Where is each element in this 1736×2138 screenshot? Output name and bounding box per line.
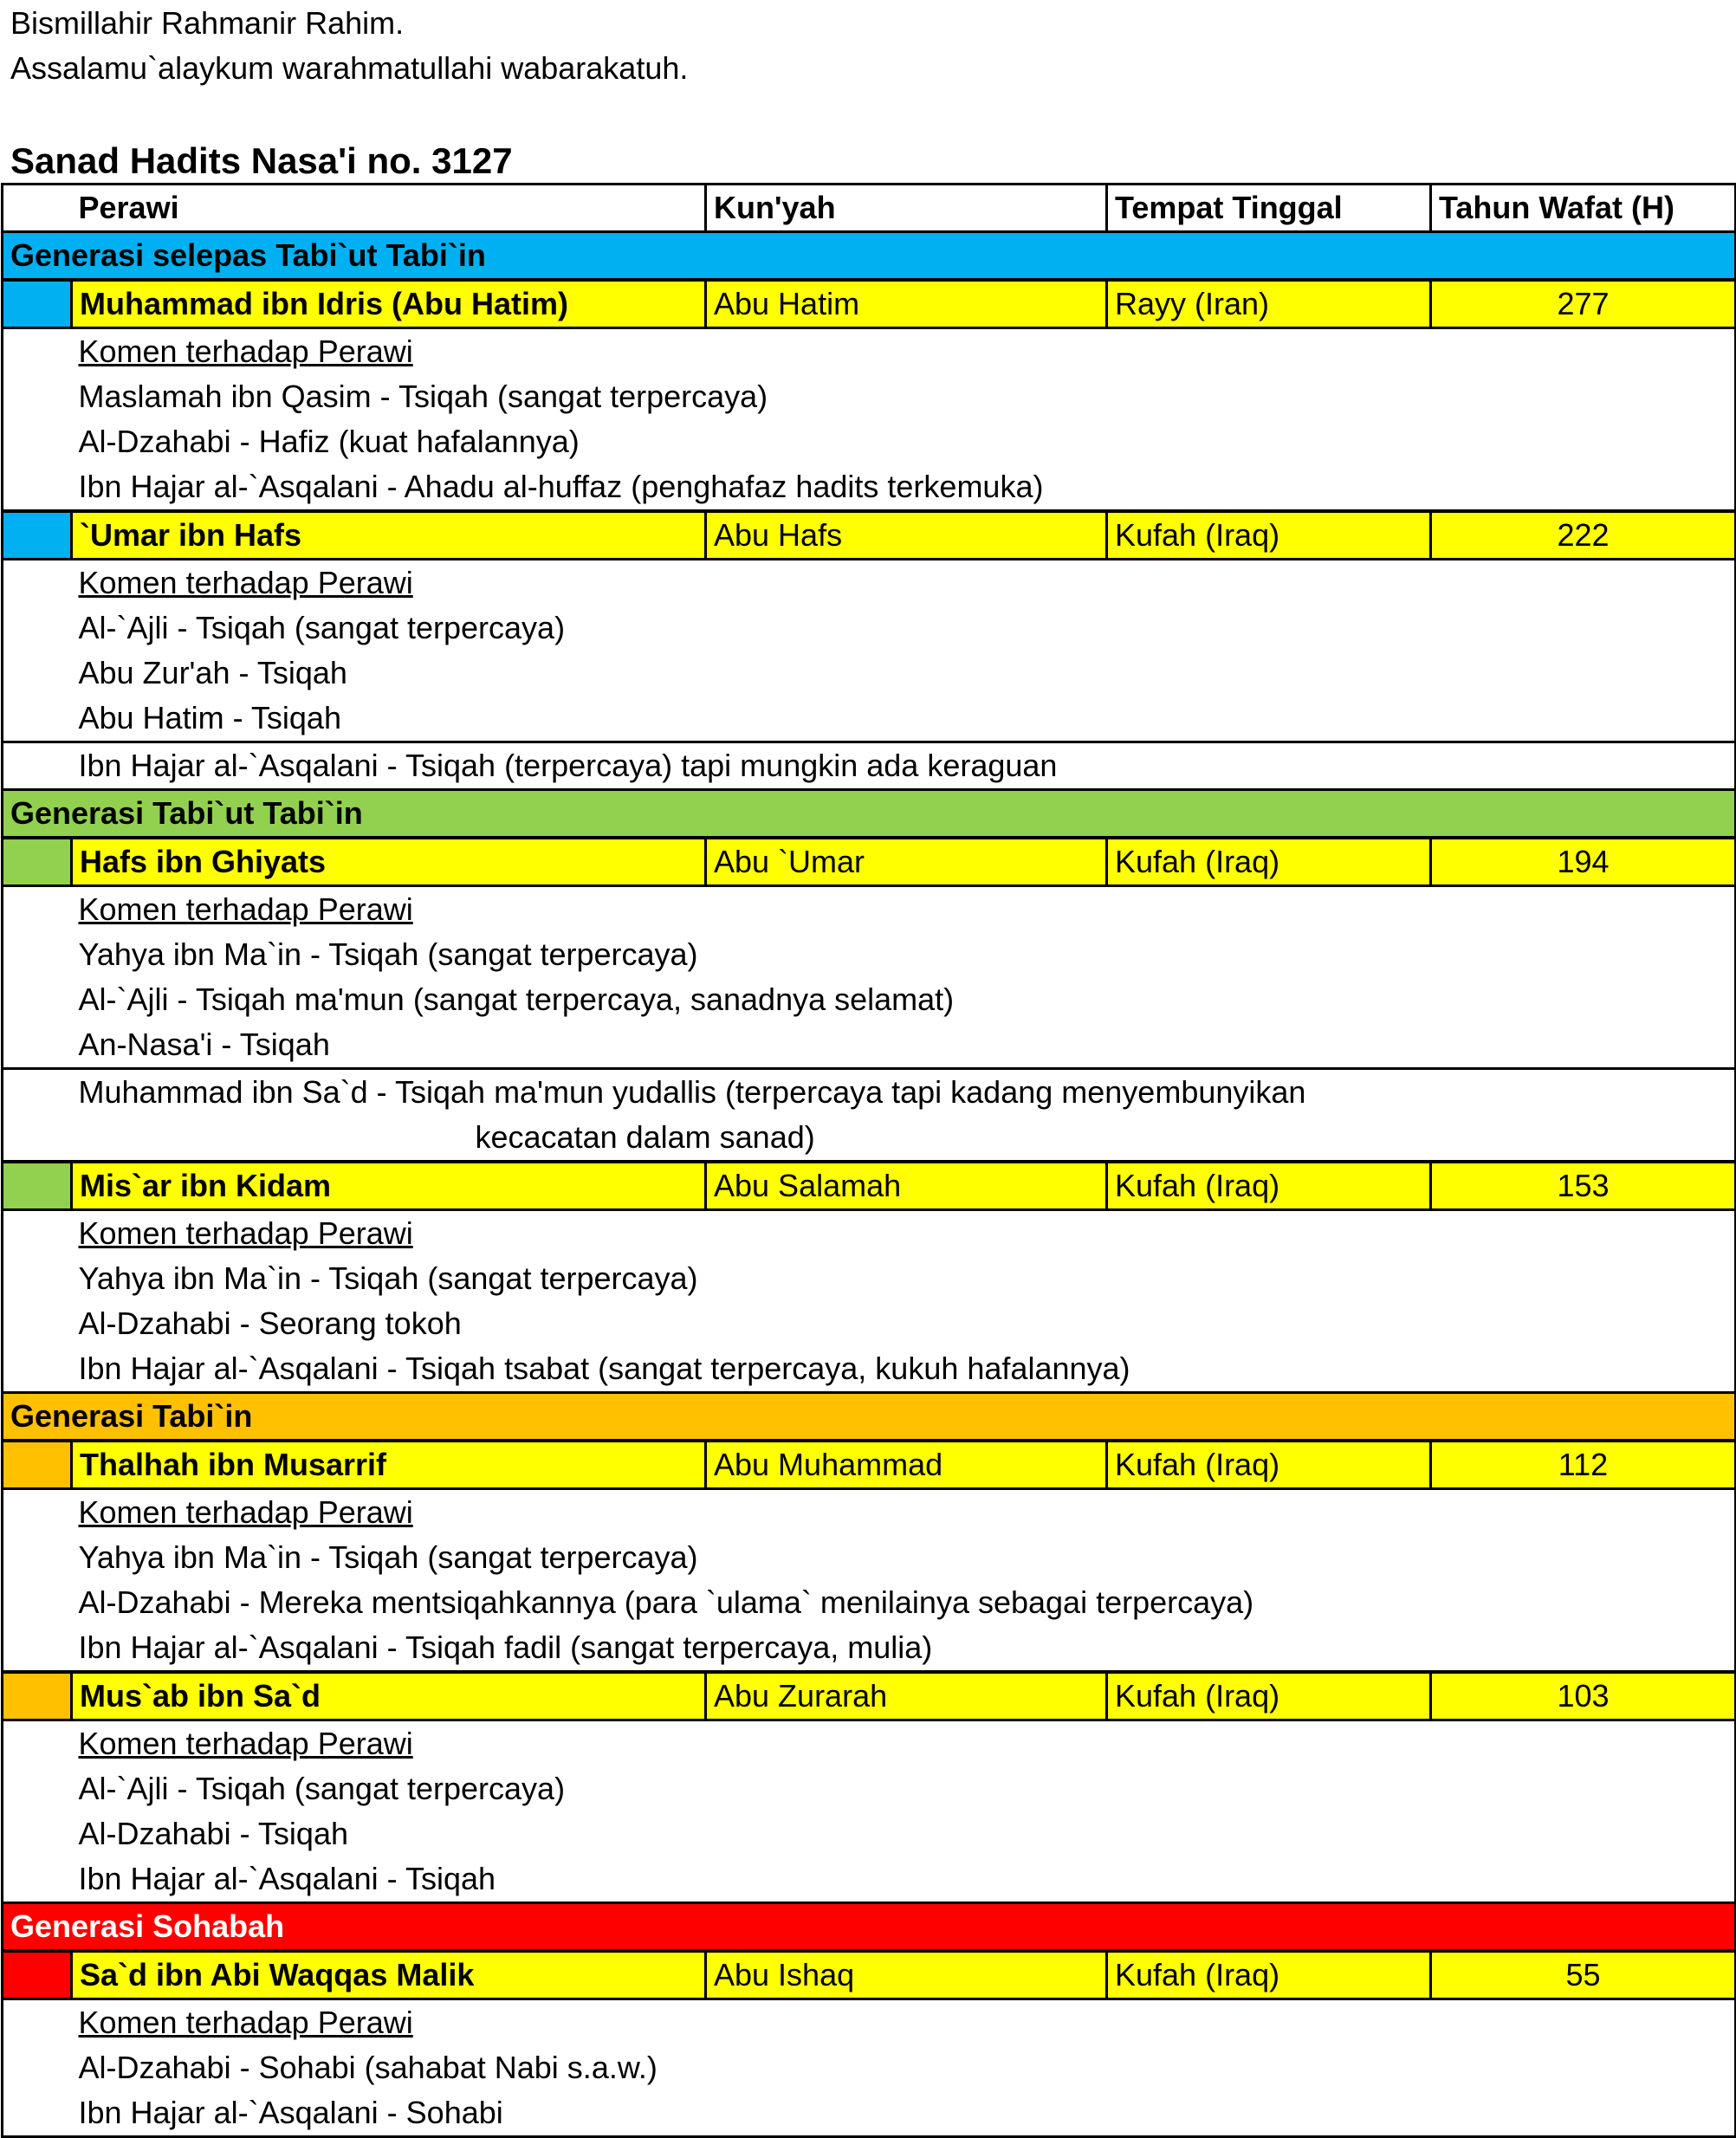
comment-line-text: Maslamah ibn Qasim - Tsiqah (sangat terpercaya) <box>78 379 768 414</box>
comment-header-text: Komen terhadap Perawi <box>78 1215 413 1251</box>
sanad-table-body <box>3 185 1736 2137</box>
comment-line-wrapped-part2: kecacatan dalam sanad) <box>475 1119 815 1155</box>
header-tahun-wafat: Tahun Wafat (H) <box>1431 185 1736 232</box>
comment-header-text: Komen terhadap Perawi <box>78 2005 413 2040</box>
generation-label: Generasi Tabi`in <box>3 1393 1736 1442</box>
comment-header-text: Komen terhadap Perawi <box>78 1494 413 1530</box>
narrator-name: Hafs ibn Ghiyats <box>72 838 706 886</box>
comment-line <box>72 651 1736 696</box>
narrator-name: Mus`ab ibn Sa`d <box>72 1672 706 1720</box>
comment-line-text: Ibn Hajar al-`Asqalani - Tsiqah fadil (sangat terpercaya, mulia) <box>78 1629 933 1665</box>
comment-line <box>72 1766 1736 1811</box>
comment-line <box>72 1811 1736 1856</box>
comment-header-text: Komen terhadap Perawi <box>78 565 413 600</box>
comment-indent-cell <box>3 1535 72 1580</box>
comment-line <box>72 977 1736 1022</box>
narrator-death-year: 277 <box>1431 280 1736 328</box>
comment-line-text: Al-Dzahabi - Sohabi (sahabat Nabi s.a.w.) <box>78 2050 657 2085</box>
generation-label: Generasi Tabi`ut Tabi`in <box>3 790 1736 839</box>
comment-header <box>72 886 1736 933</box>
comment-indent-cell <box>3 419 72 464</box>
narrator-row <box>3 511 1736 560</box>
comment-row <box>3 886 1736 933</box>
narrator-place: Kufah (Iraq) <box>1107 838 1431 886</box>
comment-row <box>3 1811 1736 1856</box>
comment-line-text: Yahya ibn Ma`in - Tsiqah (sangat terpercaya) <box>78 1539 698 1575</box>
page-title: Sanad Hadits Nasa'i no. 3127 <box>10 140 513 181</box>
comment-row <box>3 2090 1736 2137</box>
comment-indent-cell <box>3 374 72 419</box>
comment-indent-cell <box>3 1069 72 1163</box>
greeting-line-2: Assalamu`alaykum warahmatullahi wabarakatuh. <box>10 50 689 86</box>
comment-row <box>3 1625 1736 1672</box>
comment-row <box>3 1720 1736 1767</box>
comment-row <box>3 1256 1736 1301</box>
comment-indent-cell <box>3 1301 72 1346</box>
narrator-kunyah: Abu Salamah <box>706 1162 1107 1210</box>
narrator-kunyah: Abu Muhammad <box>706 1441 1107 1489</box>
comment-indent-cell <box>3 1999 72 2046</box>
generation-label: Generasi selepas Tabi`ut Tabi`in <box>3 232 1736 281</box>
comment-line-text: Al-`Ajli - Tsiqah (sangat terpercaya) <box>78 1771 566 1806</box>
narrator-kunyah: Abu `Umar <box>706 838 1107 886</box>
comment-indent-cell <box>3 696 72 742</box>
comment-indent-cell <box>3 464 72 511</box>
comment-row <box>3 328 1736 375</box>
comment-indent-cell <box>3 1811 72 1856</box>
narrator-place: Rayy (Iran) <box>1107 280 1431 328</box>
comment-indent-cell <box>3 1256 72 1301</box>
comment-row <box>3 419 1736 464</box>
comment-line <box>72 932 1736 977</box>
comment-header <box>72 328 1736 375</box>
comment-line <box>72 606 1736 651</box>
comment-row <box>3 1856 1736 1903</box>
comment-line-text: Ibn Hajar al-`Asqalani - Ahadu al-huffaz (penghafaz hadits terkemuka) <box>78 469 1044 504</box>
comment-row <box>3 1999 1736 2046</box>
comment-header <box>72 560 1736 606</box>
comment-row <box>3 1580 1736 1625</box>
comment-line-wrapped-part1: Muhammad ibn Sa`d - Tsiqah ma'mun yudallis (terpercaya tapi kadang menyembunyikan <box>78 1074 1306 1110</box>
narrator-death-year: 103 <box>1431 1672 1736 1720</box>
comment-row <box>3 1210 1736 1257</box>
comment-line-text: Ibn Hajar al-`Asqalani - Tsiqah (terpercaya) tapi mungkin ada keraguan <box>78 748 1058 783</box>
comment-indent-cell <box>3 1720 72 1767</box>
comment-line <box>72 2045 1736 2090</box>
comment-line <box>72 1625 1736 1672</box>
comment-line-text: An-Nasa'i - Tsiqah <box>78 1027 330 1062</box>
comment-line <box>72 1535 1736 1580</box>
comment-indent-cell <box>3 932 72 977</box>
comment-line-text: Ibn Hajar al-`Asqalani - Sohabi <box>78 2095 503 2130</box>
comment-header-text: Komen terhadap Perawi <box>78 891 413 927</box>
comment-line-text: Yahya ibn Ma`in - Tsiqah (sangat terpercaya) <box>78 1260 698 1296</box>
comment-row <box>3 1489 1736 1536</box>
header-perawi: Perawi <box>72 185 706 232</box>
comment-row <box>3 2045 1736 2090</box>
comment-line-text: Al-`Ajli - Tsiqah ma'mun (sangat terpercaya, sanadnya selamat) <box>78 982 955 1017</box>
comment-row <box>3 560 1736 606</box>
comment-indent-cell <box>3 1766 72 1811</box>
generation-row <box>3 1903 1736 1952</box>
narrator-death-year: 194 <box>1431 838 1736 886</box>
comment-line <box>72 1346 1736 1393</box>
comment-row <box>3 1301 1736 1346</box>
comment-indent-cell <box>3 1580 72 1625</box>
comment-header-text: Komen terhadap Perawi <box>78 334 413 369</box>
header-blank-cell <box>3 185 72 232</box>
comment-line <box>72 1022 1736 1069</box>
comment-line <box>72 464 1736 511</box>
comment-line-text: Yahya ibn Ma`in - Tsiqah (sangat terpercaya) <box>78 936 698 972</box>
comment-row-wrapped <box>3 1069 1736 1163</box>
comment-line-text: Al-Dzahabi - Hafiz (kuat hafalannya) <box>78 424 580 459</box>
narrator-name: Sa`d ibn Abi Waqqas Malik <box>72 1951 706 1999</box>
narrator-row <box>3 1951 1736 1999</box>
narrator-row <box>3 1441 1736 1489</box>
narrator-row <box>3 1672 1736 1720</box>
comment-row <box>3 464 1736 511</box>
generation-row <box>3 790 1736 839</box>
comment-row <box>3 1535 1736 1580</box>
narrator-name: Muhammad ibn Idris (Abu Hatim) <box>72 280 706 328</box>
narrator-place: Kufah (Iraq) <box>1107 1162 1431 1210</box>
comment-indent-cell <box>3 560 72 606</box>
comment-row <box>3 1766 1736 1811</box>
generation-color-strip <box>3 1672 72 1720</box>
generation-row <box>3 1393 1736 1442</box>
narrator-death-year: 153 <box>1431 1162 1736 1210</box>
comment-indent-cell <box>3 1625 72 1672</box>
narrator-kunyah: Abu Ishaq <box>706 1951 1107 1999</box>
comment-indent-cell <box>3 1210 72 1257</box>
header-kunyah: Kun'yah <box>706 185 1107 232</box>
comment-row <box>3 1346 1736 1393</box>
comment-row <box>3 696 1736 742</box>
generation-color-strip <box>3 280 72 328</box>
generation-color-strip <box>3 1441 72 1489</box>
comment-line <box>72 1256 1736 1301</box>
comment-indent-cell <box>3 651 72 696</box>
comment-row <box>3 977 1736 1022</box>
comment-line <box>72 696 1736 742</box>
narrator-place: Kufah (Iraq) <box>1107 1951 1431 1999</box>
comment-indent-cell <box>3 606 72 651</box>
narrator-place: Kufah (Iraq) <box>1107 1672 1431 1720</box>
generation-color-strip <box>3 838 72 886</box>
comment-header <box>72 1489 1736 1536</box>
comment-line-text: Al-Dzahabi - Seorang tokoh <box>78 1305 462 1341</box>
comment-row <box>3 374 1736 419</box>
narrator-name: Mis`ar ibn Kidam <box>72 1162 706 1210</box>
narrator-death-year: 55 <box>1431 1951 1736 1999</box>
comment-line <box>72 419 1736 464</box>
narrator-kunyah: Abu Hafs <box>706 511 1107 560</box>
comment-header <box>72 1720 1736 1767</box>
comment-line-text: Ibn Hajar al-`Asqalani - Tsiqah tsabat (sangat terpercaya, kukuh hafalannya) <box>78 1351 1130 1386</box>
comment-indent-cell <box>3 2045 72 2090</box>
narrator-row <box>3 838 1736 886</box>
narrator-death-year: 112 <box>1431 1441 1736 1489</box>
comment-header-text: Komen terhadap Perawi <box>78 1726 413 1761</box>
comment-row <box>3 651 1736 696</box>
header-row <box>3 185 1736 232</box>
comment-line-text: Al-`Ajli - Tsiqah (sangat terpercaya) <box>78 610 566 645</box>
comment-row <box>3 1022 1736 1069</box>
comment-indent-cell <box>3 1346 72 1393</box>
comment-row <box>3 932 1736 977</box>
comment-line-text: Abu Zur'ah - Tsiqah <box>78 655 347 690</box>
narrator-death-year: 222 <box>1431 511 1736 560</box>
generation-label: Generasi Sohabah <box>3 1903 1736 1952</box>
narrator-name: `Umar ibn Hafs <box>72 511 706 560</box>
narrator-kunyah: Abu Zurarah <box>706 1672 1107 1720</box>
narrator-place: Kufah (Iraq) <box>1107 1441 1431 1489</box>
sanad-table <box>1 183 1736 2138</box>
comment-line <box>72 2090 1736 2137</box>
comment-line <box>72 1580 1736 1625</box>
comment-indent-cell <box>3 2090 72 2137</box>
comment-header <box>72 1210 1736 1257</box>
comment-row <box>3 742 1736 790</box>
comment-line-wrapped <box>72 1069 1736 1163</box>
narrator-row <box>3 280 1736 328</box>
comment-line <box>72 742 1736 790</box>
generation-row <box>3 232 1736 281</box>
narrator-row <box>3 1162 1736 1210</box>
comment-row <box>3 606 1736 651</box>
comment-indent-cell <box>3 1489 72 1536</box>
narrator-kunyah: Abu Hatim <box>706 280 1107 328</box>
header-tempat-tinggal: Tempat Tinggal <box>1107 185 1431 232</box>
narrator-place: Kufah (Iraq) <box>1107 511 1431 560</box>
comment-indent-cell <box>3 328 72 375</box>
comment-line-text: Ibn Hajar al-`Asqalani - Tsiqah <box>78 1861 496 1896</box>
comment-line <box>72 1301 1736 1346</box>
comment-line <box>72 1856 1736 1903</box>
comment-line-text: Al-Dzahabi - Mereka mentsiqahkannya (para `ulama` menilainya sebagai terpercaya) <box>78 1584 1254 1620</box>
generation-color-strip <box>3 1162 72 1210</box>
comment-line-text: Abu Hatim - Tsiqah <box>78 700 341 735</box>
comment-indent-cell <box>3 742 72 790</box>
comment-indent-cell <box>3 977 72 1022</box>
comment-header <box>72 1999 1736 2046</box>
comment-line <box>72 374 1736 419</box>
generation-color-strip <box>3 511 72 560</box>
greeting-line-1: Bismillahir Rahmanir Rahim. <box>10 5 405 41</box>
comment-indent-cell <box>3 1022 72 1069</box>
narrator-name: Thalhah ibn Musarrif <box>72 1441 706 1489</box>
comment-indent-cell <box>3 886 72 933</box>
generation-color-strip <box>3 1951 72 1999</box>
comment-indent-cell <box>3 1856 72 1903</box>
comment-line-text: Al-Dzahabi - Tsiqah <box>78 1816 348 1851</box>
